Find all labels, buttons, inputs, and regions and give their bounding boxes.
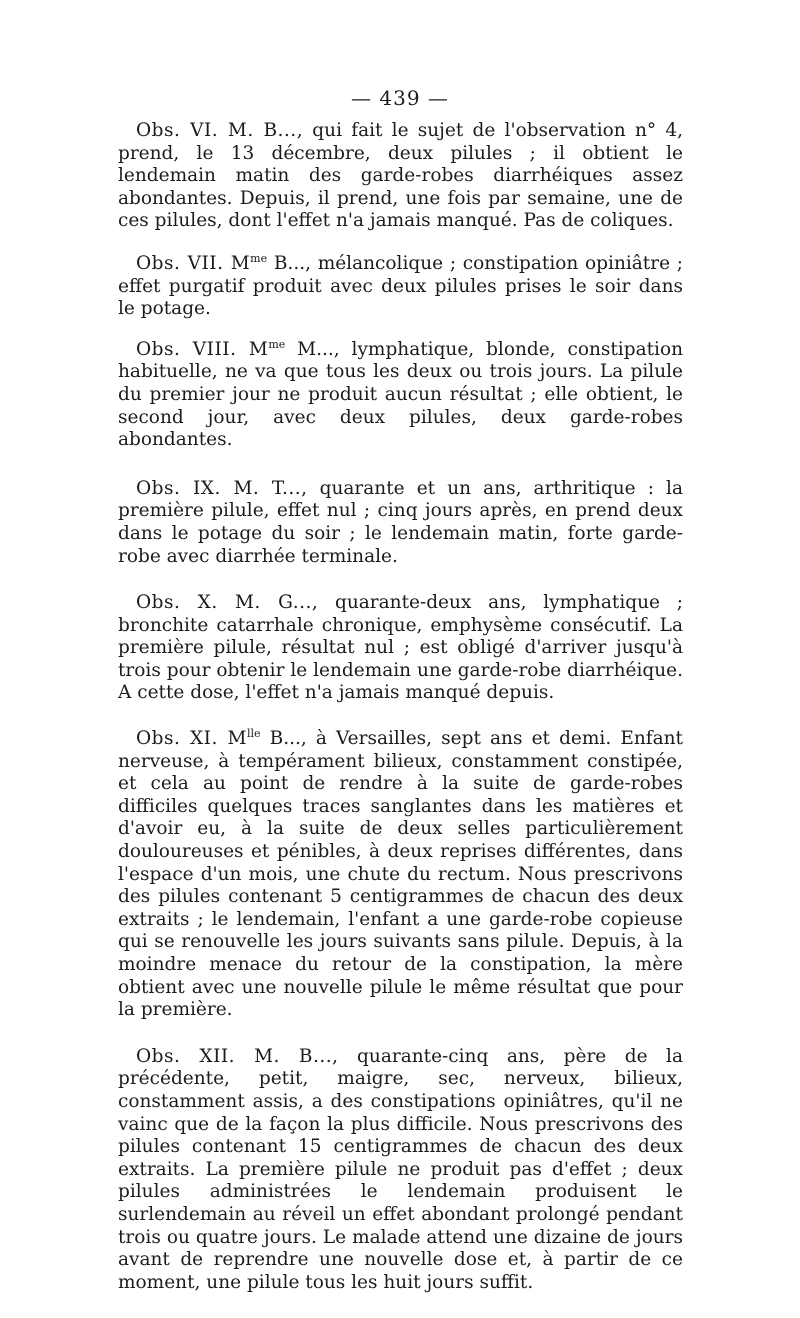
- observation-lead: Obs. VIII. M: [136, 338, 269, 360]
- observation-xii: [118, 1046, 683, 1295]
- title-abbreviation-sup: me: [250, 251, 268, 265]
- observation-text: quarante et un ans, arthritique : la première pilule, effet nul ; cinq jours après, en prend deux dans le potage du soir ; le lendemain matin, forte garde-robe avec diarrhée terminale.: [118, 477, 683, 567]
- observation-x: [118, 592, 683, 705]
- observation-lead: Obs. XI. M: [136, 728, 247, 750]
- text-block: [118, 120, 683, 1318]
- observation-text: quarante-deux ans, lymphatique ; bronchite catarrhale chronique, emphysème consécutif. La première pilule, résultat nul ; est obligé d'arriver jusqu'à trois pour obtenir le lendemain une garde-robe diarrhéique. A cette dose, l'effet n'a jamais manqué depuis.: [118, 592, 683, 704]
- observation-text: B..., mélancolique ; constipation opiniâtre ; effet purgatif produit avec deux pilules prises le soir dans le potage.: [118, 252, 683, 320]
- observation-lead: Obs. VII. M: [136, 252, 251, 274]
- observation-vi: [118, 120, 683, 233]
- observation-ix: [118, 478, 683, 568]
- observation-lead: Obs. VI. M. B...,: [136, 120, 304, 141]
- observation-text: M..., lymphatique, blonde, constipation habituelle, ne va que tous les deux ou trois jours. La pilule du premier jour ne produit aucun résultat ; elle obtient, le second jour, avec deux pilules, deux garde-robes abondantes.: [118, 338, 683, 451]
- observation-viii: [118, 339, 683, 452]
- page-number: — 439 —: [351, 86, 449, 110]
- observation-vii: [118, 253, 683, 321]
- observation-text: quarante-cinq ans, père de la précédente, petit, maigre, sec, nerveux, bilieux, constamment assis, a des constipations opiniâtres, qu'il ne vainc que de la façon la plus difficile. Nous prescrivons des pilules contenant 15 centigrammes de chacun des deux extraits. La première pilule ne produit pas d'effet ; deux pilules administrées le lendemain produisent le surlendemain au réveil un effet abondant prolongé pendant trois ou quatre jours. Le malade attend une dizaine de jours avant de reprendre une nouvelle dose et, à partir de ce moment, une pilule tous les huit jours suffit.: [118, 1045, 683, 1293]
- title-abbreviation-sup: lle: [246, 727, 261, 741]
- observation-xi: [118, 728, 683, 1022]
- observation-text: qui fait le sujet de l'observation n° 4, prend, le 13 décembre, deux pilules ; il obtient le lendemain matin des garde-robes diarrhéiques assez abondantes. Depuis, il prend, une fois par semaine, une de ces pilules, dont l'effet n'a jamais manqué. Pas de coliques.: [118, 120, 683, 232]
- observation-lead: Obs. XII. M. B...,: [136, 1045, 339, 1067]
- observation-lead: Obs. IX. M. T...,: [136, 477, 308, 499]
- title-abbreviation-sup: me: [268, 337, 286, 351]
- observation-text: B..., à Versailles, sept ans et demi. Enfant nerveuse, à tempérament bilieux, constamment constipée, et cela au point de rendre à la suite de garde-robes difficiles quelques traces sanglantes dans les matières et d'avoir eu, à la suite de deux selles particulièrement douloureuses et pénibles, à deux reprises différentes, dans l'espace d'un mois, une chute du rectum. Nous prescrivons des pilules contenant 5 centigrammes de chacun des deux extraits ; le lendemain, l'enfant a une garde-robe copieuse qui se renouvelle les jours suivants sans pilule. Depuis, à la moindre menace du retour de la constipation, la mère obtient avec une nouvelle pilule le même résultat que pour la première.: [118, 728, 683, 1021]
- observation-lead: Obs. X. M. G...,: [136, 592, 319, 614]
